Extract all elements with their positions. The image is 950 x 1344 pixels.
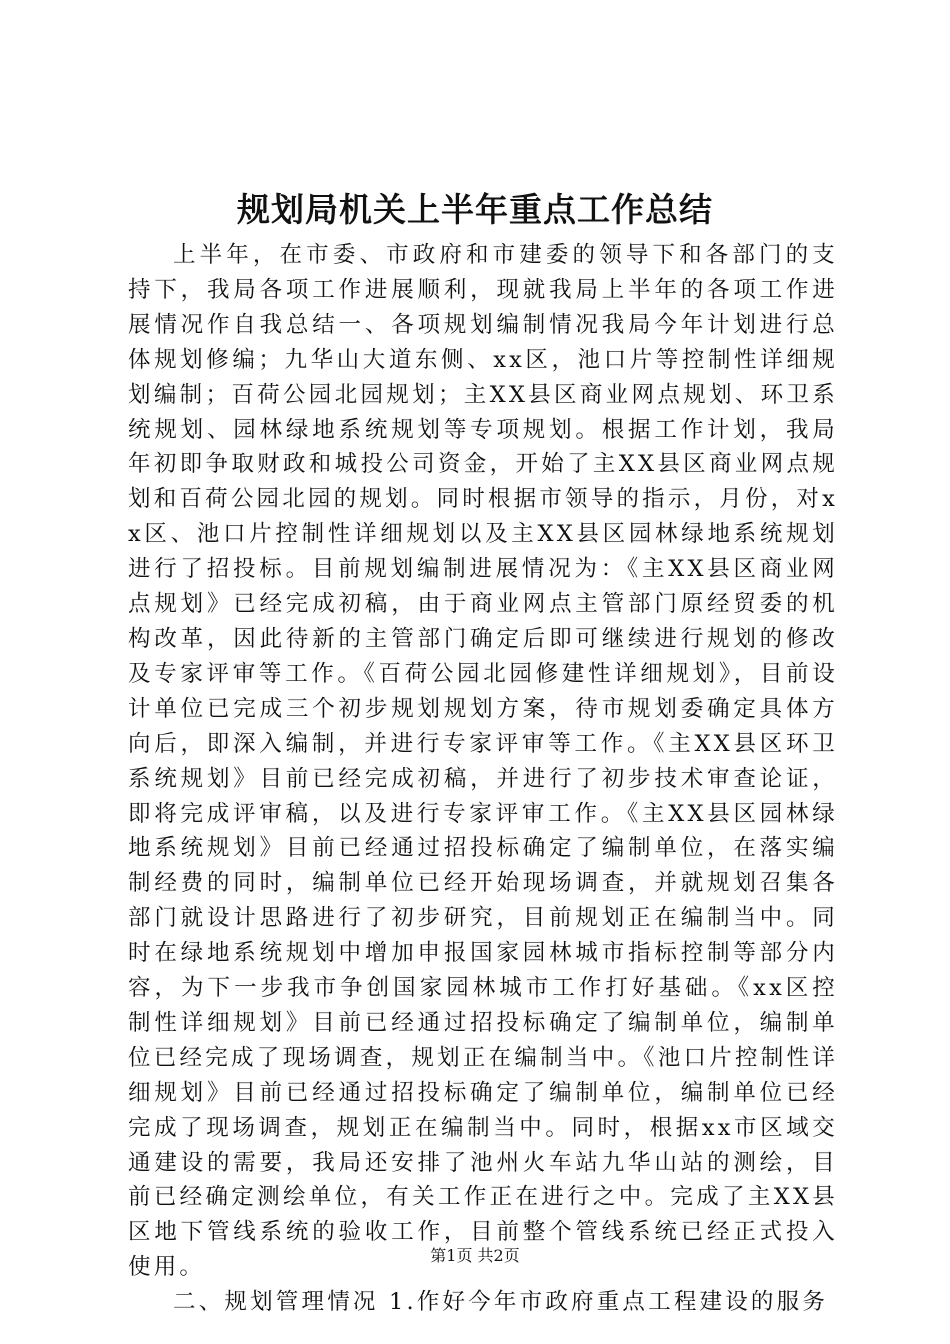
document-body	[128, 238, 838, 1320]
body-paragraph: 上半年，在市委、市政府和市建委的领导下和各部门的支持下，我局各项工作进展顺利，现就我局上半年的各项工作进展情况作自我总结一、各项规划编制情况我局今年计划进行总体规划修编；九华山大道东侧、xx区，池口片等控制性详细规划编制；百荷公园北园规划；主XX县区商业网点规划、环卫系统规划、园林绿地系统规划等专项规划。根据工作计划，我局年初即争取财政和城投公司资金，开始了主XX县区商业网点规划和百荷公园北园的规划。同时根据市领导的指示，月份，对xx区、池口片控制性详细规划以及主XX县区园林绿地系统规划进行了招投标。目前规划编制进展情况为：《主XX县区商业网点规划》已经完成初稿，由于商业网点主管部门原经贸委的机构改革，因此待新的主管部门确定后即可继续进行规划的修改及专家评审等工作。《百荷公园北园修建性详细规划》，目前设计单位已完成三个初步规划规划方案，待市规划委确定具体方向后，即深入编制，并进行专家评审等工作。《主XX县区环卫系统规划》目前已经完成初稿，并进行了初步技术审查论证，即将完成评审稿，以及进行专家评审工作。《主XX县区园林绿地系统规划》目前已经通过招投标确定了编制单位，在落实编制经费的同时，编制单位已经开始现场调查，并就规划召集各部门就设计思路进行了初步研究，目前规划正在编制当中。同时在绿地系统规划中增加申报国家园林城市指标控制等部分内容，为下一步我市争创国家园林城市工作打好基础。《xx区控制性详细规划》目前已经通过招投标确定了编制单位，编制单位已经完成了现场调查，规划正在编制当中。《池口片控制性详细规划》目前已经通过招投标确定了编制单位，编制单位已经完成了现场调查，规划正在编制当中。同时，根据xx市区域交通建设的需要，我局还安排了池州火车站九华山站的测绘，目前已经确定测绘单位，有关工作正在进行之中。完成了主XX县区地下管线系统的验收工作，目前整个管线系统已经正式投入使用。	[128, 242, 838, 1281]
body-paragraph: 二、规划管理情况 1.作好今年市政府重点工程建设的服务	[173, 1289, 829, 1316]
document-title: 规划局机关上半年重点工作总结	[237, 190, 713, 229]
page-number-footer: 第1页 共2页	[430, 1246, 520, 1265]
